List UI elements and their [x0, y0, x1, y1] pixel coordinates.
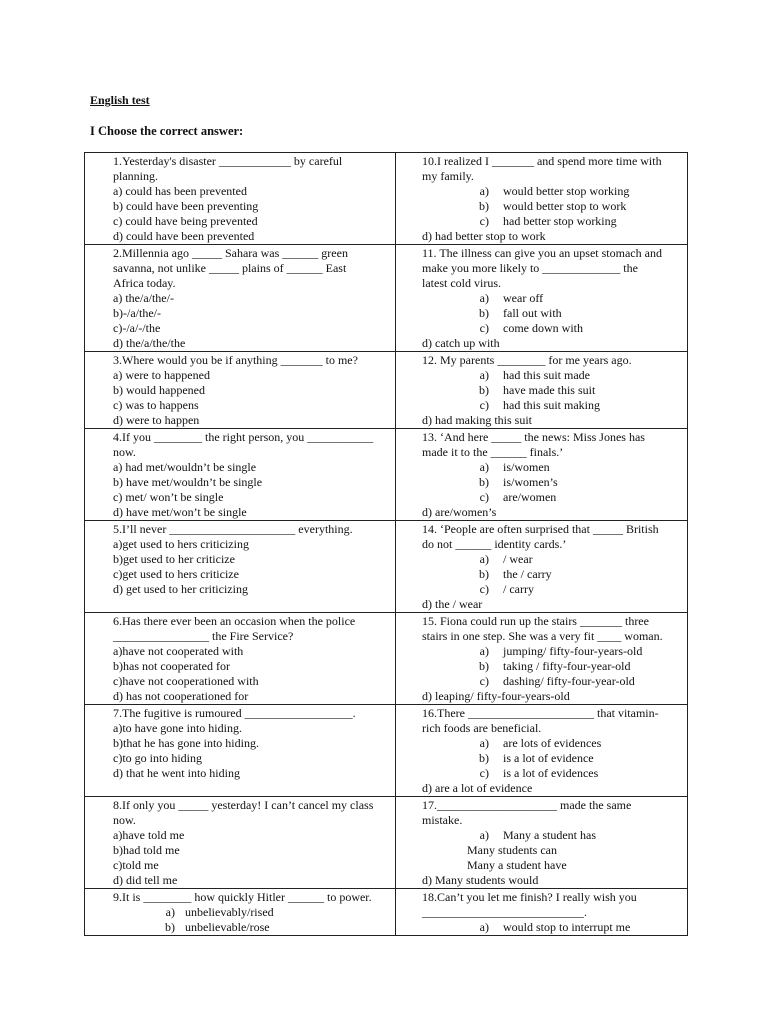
answer-option: [422, 383, 679, 398]
question-text: latest cold virus.: [422, 276, 501, 290]
option-letter: a): [165, 905, 175, 919]
answer-option: d) did tell me: [113, 873, 178, 887]
question-row: [85, 797, 688, 889]
option-letter: c): [479, 490, 489, 504]
option-letter: b): [479, 383, 489, 397]
option-letter: b): [479, 475, 489, 489]
question-text: 1.Yesterday's disaster ____________ by careful: [113, 154, 343, 168]
answer-option: a)have not cooperated with: [113, 644, 244, 658]
question-text: my family.: [422, 169, 474, 183]
answer-option: b)get used to her criticize: [113, 552, 235, 566]
option-text: taking / fifty-four-year-old: [503, 659, 631, 673]
answer-option: [422, 920, 679, 935]
question-text: 2.Millennia ago _____ Sahara was ______ green: [113, 246, 348, 260]
option-text: fall out with: [503, 306, 562, 320]
answer-option: [422, 552, 679, 567]
question-cell-right: [396, 429, 688, 521]
question-text: made it to the ______ finals.’: [422, 445, 564, 459]
answer-option: Many a student have: [467, 858, 567, 872]
option-text: jumping/ fifty-four-years-old: [503, 644, 643, 658]
answer-option: d) the/a/the/the: [113, 336, 186, 350]
question-row: [85, 521, 688, 613]
question-cell-left: [85, 613, 396, 705]
answer-option: [422, 368, 679, 383]
option-letter: a): [479, 828, 489, 842]
questions-table: [84, 152, 688, 936]
question-text: 9.It is ________ how quickly Hitler ______ to power.: [113, 890, 372, 904]
option-text: / carry: [503, 582, 534, 596]
option-letter: c): [479, 321, 489, 335]
answer-option: d) has not cooperationed for: [113, 689, 249, 703]
answer-option: d) have met/won’t be single: [113, 505, 247, 519]
question-cell-left: [85, 429, 396, 521]
question-cell-left: [85, 889, 396, 936]
question-cell-left: [85, 705, 396, 797]
option-text: the / carry: [503, 567, 552, 581]
question-cell-left: [85, 797, 396, 889]
question-cell-right: [396, 521, 688, 613]
question-text: now.: [113, 445, 136, 459]
answer-option: a)have told me: [113, 828, 185, 842]
answer-option: c)-/a/-/the: [113, 321, 161, 335]
answer-option: [422, 321, 679, 336]
answer-option: [422, 582, 679, 597]
option-text: would better stop to work: [503, 199, 627, 213]
option-text: is a lot of evidence: [503, 751, 594, 765]
option-text: wear off: [503, 291, 544, 305]
option-text: unbelievable/rose: [185, 920, 270, 934]
question-text: 14. ‘People are often surprised that _____ British: [422, 522, 659, 536]
answer-option: d) had better stop to work: [422, 229, 546, 243]
question-cell-left: [85, 521, 396, 613]
answer-option: b)-/a/the/-: [113, 306, 161, 320]
answer-option: Many students can: [467, 843, 557, 857]
option-text: is/women: [503, 460, 550, 474]
question-text: 18.Can’t you let me finish? I really wish you: [422, 890, 637, 904]
answer-option: c) could have being prevented: [113, 214, 258, 228]
answer-option: [422, 460, 679, 475]
question-text: 16.There _____________________ that vitamin-: [422, 706, 659, 720]
question-row: [85, 429, 688, 521]
answer-option: [422, 766, 679, 781]
answer-option: d) get used to her criticizing: [113, 582, 248, 596]
answer-option: d) catch up with: [422, 336, 500, 350]
question-text: ___________________________.: [422, 905, 587, 919]
option-text: would better stop working: [503, 184, 630, 198]
question-text: rich foods are beneficial.: [422, 721, 542, 735]
answer-option: [422, 184, 679, 199]
answer-option: d) had making this suit: [422, 413, 532, 427]
answer-option: [422, 567, 679, 582]
question-cell-right: [396, 613, 688, 705]
question-row: [85, 889, 688, 936]
answer-option: [422, 659, 679, 674]
answer-option: a) the/a/the/-: [113, 291, 174, 305]
option-text: Many a student has: [503, 828, 596, 842]
question-text: 7.The fugitive is rumoured __________________.: [113, 706, 356, 720]
option-text: would stop to interrupt me: [503, 920, 631, 934]
question-text: do not ______ identity cards.’: [422, 537, 567, 551]
question-text: 5.I’ll never _____________________ everything.: [113, 522, 353, 536]
option-letter: b): [479, 751, 489, 765]
answer-option: d) leaping/ fifty-four-years-old: [422, 689, 570, 703]
question-text: ________________ the Fire Service?: [113, 629, 294, 643]
question-text: stairs in one step. She was a very fit ____ woman.: [422, 629, 663, 643]
option-text: had this suit made: [503, 368, 590, 382]
answer-option: c)told me: [113, 858, 159, 872]
answer-option: [422, 674, 679, 689]
answer-option: b) have met/wouldn’t be single: [113, 475, 263, 489]
answer-option: d) the / wear: [422, 597, 483, 611]
option-letter: c): [479, 398, 489, 412]
question-row: [85, 352, 688, 429]
answer-option: [422, 751, 679, 766]
option-letter: b): [479, 199, 489, 213]
option-letter: a): [479, 460, 489, 474]
answer-option: a)to have gone into hiding.: [113, 721, 242, 735]
answer-option: [422, 736, 679, 751]
answer-option: [113, 920, 391, 935]
question-text: 6.Has there ever been an occasion when the police: [113, 614, 356, 628]
option-letter: a): [479, 644, 489, 658]
question-text: 11. The illness can give you an upset stomach and: [422, 246, 662, 260]
section-heading: I Choose the correct answer:: [90, 124, 244, 138]
question-cell-right: [396, 797, 688, 889]
option-text: unbelievably/rised: [185, 905, 274, 919]
question-cell-right: [396, 153, 688, 245]
question-text: 4.If you ________ the right person, you ___________: [113, 430, 374, 444]
answer-option: c)to go into hiding: [113, 751, 202, 765]
question-cell-right: [396, 889, 688, 936]
answer-option: c)have not cooperationed with: [113, 674, 259, 688]
question-text: savanna, not unlike _____ plains of ______ East: [113, 261, 347, 275]
answer-option: [113, 905, 391, 920]
answer-option: b) would happened: [113, 383, 205, 397]
answer-option: d) that he went into hiding: [113, 766, 240, 780]
question-text: 13. ‘And here _____ the news: Miss Jones has: [422, 430, 645, 444]
question-text: 8.If only you _____ yesterday! I can’t cancel my class: [113, 798, 374, 812]
answer-option: a) had met/wouldn’t be single: [113, 460, 257, 474]
option-letter: b): [165, 920, 175, 934]
question-cell-left: [85, 245, 396, 352]
option-letter: b): [479, 659, 489, 673]
answer-option: b)that he has gone into hiding.: [113, 736, 259, 750]
question-row: [85, 613, 688, 705]
question-text: 17.____________________ made the same: [422, 798, 632, 812]
question-text: planning.: [113, 169, 158, 183]
option-text: dashing/ fifty-four-year-old: [503, 674, 635, 688]
option-letter: a): [479, 736, 489, 750]
question-text: make you more likely to _____________ the: [422, 261, 638, 275]
answer-option: [422, 828, 679, 843]
option-letter: a): [479, 552, 489, 566]
question-cell-right: [396, 245, 688, 352]
answer-option: a)get used to hers criticizing: [113, 537, 249, 551]
option-letter: a): [479, 184, 489, 198]
option-text: are lots of evidences: [503, 736, 602, 750]
question-text: 15. Fiona could run up the stairs _______ three: [422, 614, 649, 628]
question-text: 3.Where would you be if anything _______ to me?: [113, 353, 358, 367]
answer-option: [422, 306, 679, 321]
question-cell-right: [396, 352, 688, 429]
question-row: [85, 153, 688, 245]
answer-option: d) were to happen: [113, 413, 200, 427]
answer-option: [422, 199, 679, 214]
option-letter: a): [479, 291, 489, 305]
question-cell-left: [85, 352, 396, 429]
question-cell-left: [85, 153, 396, 245]
option-text: are/women: [503, 490, 557, 504]
answer-option: c) met/ won’t be single: [113, 490, 224, 504]
answer-option: [422, 475, 679, 490]
option-letter: c): [479, 214, 489, 228]
answer-option: b) could have been preventing: [113, 199, 259, 213]
answer-option: [422, 490, 679, 505]
question-cell-right: [396, 705, 688, 797]
option-letter: c): [479, 674, 489, 688]
option-letter: c): [479, 766, 489, 780]
answer-option: b)has not cooperated for: [113, 659, 230, 673]
option-letter: b): [479, 306, 489, 320]
question-text: 12. My parents ________ for me years ago.: [422, 353, 632, 367]
answer-option: c)get used to hers criticize: [113, 567, 239, 581]
answer-option: a) were to happened: [113, 368, 210, 382]
option-letter: a): [479, 920, 489, 934]
option-text: had this suit making: [503, 398, 600, 412]
answer-option: b)had told me: [113, 843, 180, 857]
question-row: [85, 245, 688, 352]
question-text: now.: [113, 813, 136, 827]
question-text: 10.I realized I _______ and spend more time with: [422, 154, 662, 168]
answer-option: [422, 214, 679, 229]
answer-option: d) are/women’s: [422, 505, 497, 519]
option-letter: c): [479, 582, 489, 596]
answer-option: a) could has been prevented: [113, 184, 247, 198]
option-text: / wear: [503, 552, 533, 566]
answer-option: [422, 398, 679, 413]
option-text: had better stop working: [503, 214, 617, 228]
option-letter: a): [479, 368, 489, 382]
answer-option: d) could have been prevented: [113, 229, 255, 243]
option-letter: b): [479, 567, 489, 581]
answer-option: d) are a lot of evidence: [422, 781, 533, 795]
option-text: come down with: [503, 321, 583, 335]
question-row: [85, 705, 688, 797]
document-title: English test: [90, 93, 150, 107]
question-text: mistake.: [422, 813, 463, 827]
answer-option: [422, 644, 679, 659]
question-text: Africa today.: [113, 276, 176, 290]
answer-option: [422, 291, 679, 306]
answer-option: d) Many students would: [422, 873, 539, 887]
answer-option: c) was to happens: [113, 398, 199, 412]
option-text: have made this suit: [503, 383, 596, 397]
option-text: is a lot of evidences: [503, 766, 599, 780]
option-text: is/women’s: [503, 475, 558, 489]
